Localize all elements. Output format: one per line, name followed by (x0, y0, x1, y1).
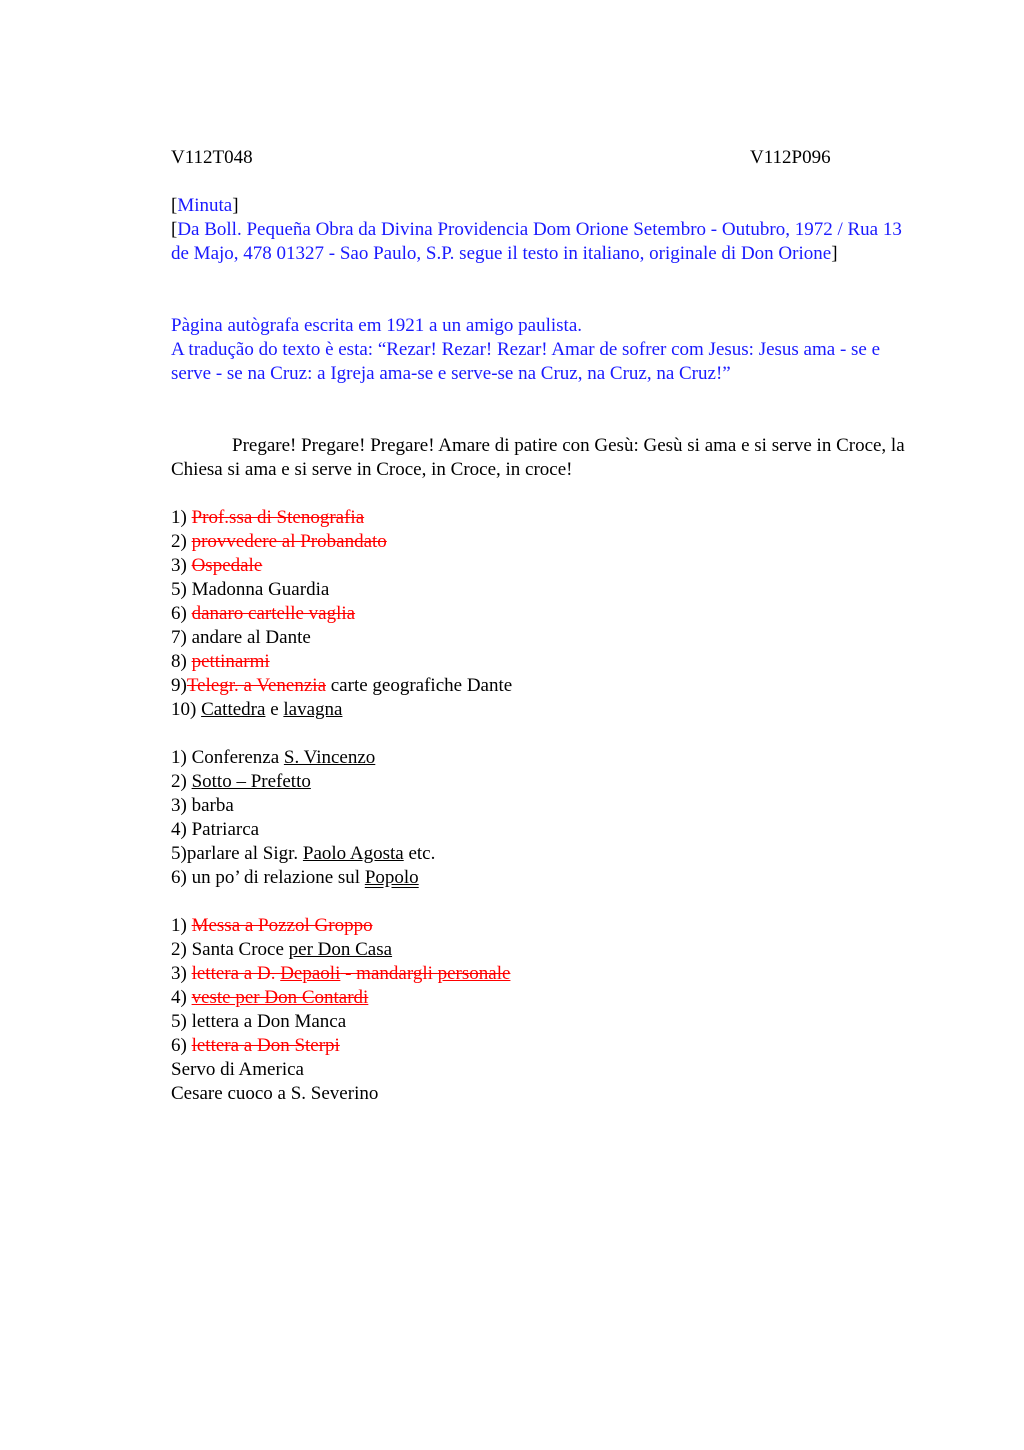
minuta-note: [Minuta] (171, 195, 239, 216)
list-item: 7) andare al Dante (171, 627, 311, 648)
struck-text: - mandargli (340, 963, 438, 984)
list-item: 5) Madonna Guardia (171, 579, 330, 600)
underlined-text: S. Vincenzo (283, 747, 376, 768)
item-number: 6) (171, 603, 192, 624)
item-number: 2) (171, 531, 192, 552)
list-item: 5) lettera a Don Manca (171, 1011, 347, 1032)
list-1 (171, 506, 916, 722)
item-text: 5)parlare al Sigr. (171, 843, 303, 864)
item-text: 6) un po’ di relazione sul (171, 867, 365, 888)
list-item (171, 530, 916, 554)
item-number: 1) (171, 507, 192, 528)
item-number: 4) (171, 987, 192, 1008)
list-item (171, 842, 916, 866)
list-item (171, 986, 916, 1010)
item-number: 8) (171, 651, 192, 672)
item-number: 3) (171, 963, 192, 984)
item-text: 1) Conferenza (171, 747, 284, 768)
item-number: 10) (171, 699, 202, 720)
struck-underlined-text: Depaoli (280, 963, 341, 984)
struck-text: Ospedale (191, 555, 263, 576)
item-number: 1) (171, 915, 192, 936)
struck-text: lettera a D. (191, 963, 281, 984)
struck-underlined-text: veste per Don Contardi (191, 987, 369, 1008)
item-number: 3) (171, 555, 192, 576)
struck-text: pettinarmi (191, 651, 270, 672)
list-item (171, 770, 916, 794)
list-item (171, 914, 916, 938)
main-paragraph: Pregare! Pregare! Pregare! Amare di patire con Gesù: Gesù si ama e si serve in Croce, la Chiesa si ama e si serve in Croce, in Croce, in croce! (171, 435, 905, 480)
list-item: Cesare cuoco a S. Severino (171, 1083, 379, 1104)
item-text: etc. (403, 843, 436, 864)
document-page (171, 146, 916, 1106)
struck-underlined-text: personale (437, 963, 511, 984)
intro-translation: A tradução do texto è esta: “Rezar! Rezar! Rezar! Amar de sofrer com Jesus: Jesus ama - se e serve - se na Cruz: a Igreja ama-se e serve-se na Cruz, na Cruz, na Cruz!” (171, 339, 881, 384)
list-item: 4) Patriarca (171, 819, 260, 840)
list-item (171, 650, 916, 674)
underlined-text: Paolo Agosta (302, 843, 404, 864)
underlined-text: Sotto – Prefetto (191, 771, 311, 792)
list-item (171, 602, 916, 626)
source-note: [Da Boll. Pequeña Obra da Divina Providencia Dom Orione Setembro - Outubro, 1972 / Rua 13 de Majo, 478 01327 - Sao Paulo, S.P. segue il testo in italiano, originale di Don Orione] (171, 219, 902, 264)
underlined-text: Cattedra (201, 699, 266, 720)
list-item (171, 938, 916, 962)
document-code-left: V112T048 (171, 147, 253, 168)
struck-text: danaro cartelle vaglia (191, 603, 356, 624)
list-item (171, 746, 916, 770)
list-3 (171, 914, 916, 1106)
struck-text: Prof.ssa di Stenografia (191, 507, 365, 528)
list-item (171, 962, 916, 986)
list-item: Servo di America (171, 1059, 304, 1080)
list-item (171, 866, 916, 890)
item-number: 6) (171, 1035, 192, 1056)
double-underlined-text: Popolo (364, 867, 419, 888)
item-text: carte geografiche Dante (326, 675, 513, 696)
item-text: e (265, 699, 284, 720)
struck-text: provvedere al Probandato (191, 531, 387, 552)
list-item (171, 506, 916, 530)
underlined-text: per Don Casa (288, 939, 393, 960)
minuta-label: Minuta (177, 195, 233, 216)
struck-text: lettera a Don Sterpi (191, 1035, 340, 1056)
list-2 (171, 746, 916, 890)
list-item (171, 674, 916, 698)
struck-text: Messa a Pozzol Groppo (191, 915, 373, 936)
list-item: 3) barba (171, 795, 234, 816)
document-code-right: V112P096 (750, 147, 831, 168)
list-item (171, 554, 916, 578)
page-header (171, 146, 916, 170)
intro-line-1: Pàgina autògrafa escrita em 1921 a un amigo paulista. (171, 315, 583, 336)
item-number: 9) (171, 675, 187, 696)
struck-text: Telegr. a Venenzia (186, 675, 326, 696)
source-text: Da Boll. Pequeña Obra da Divina Providencia Dom Orione Setembro - Outubro, 1972 / Rua 13 de Majo, 478 01327 - Sao Paulo, S.P. segue il testo in italiano, originale di Don Orione (171, 219, 902, 264)
list-item (171, 698, 916, 722)
list-item (171, 1034, 916, 1058)
item-text: 2) Santa Croce (171, 939, 289, 960)
item-number: 2) (171, 771, 192, 792)
underlined-text: lavagna (283, 699, 343, 720)
